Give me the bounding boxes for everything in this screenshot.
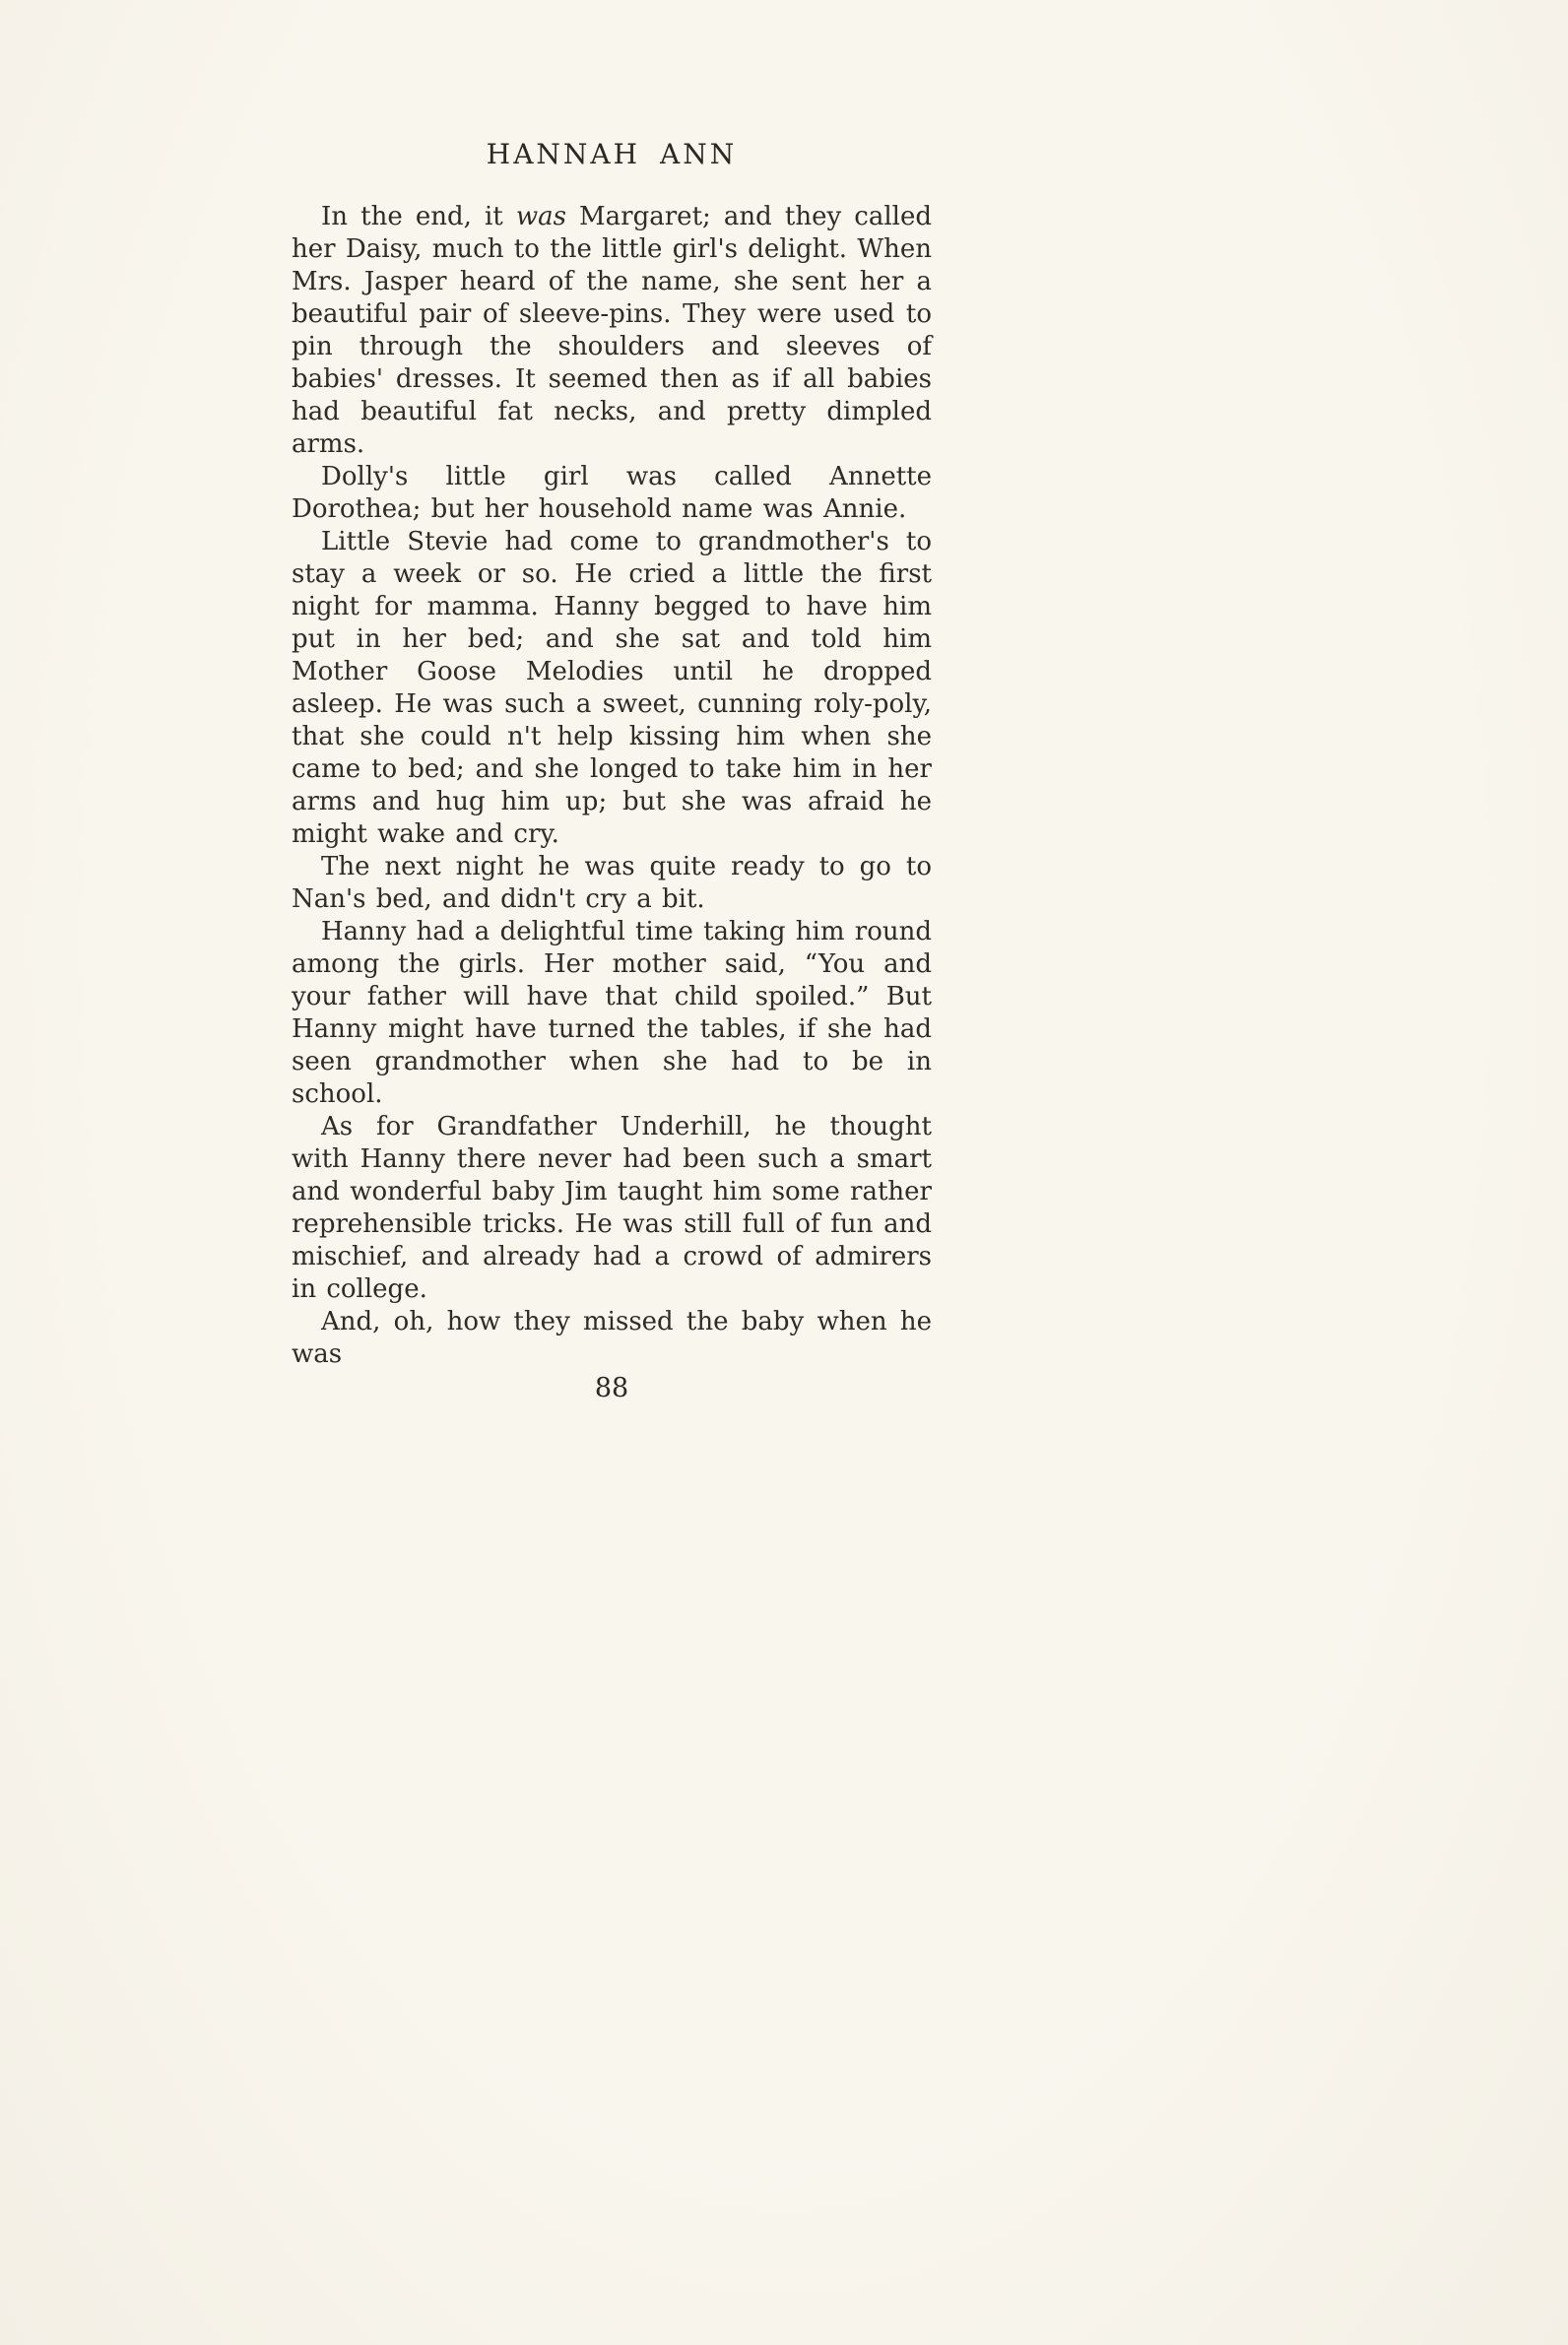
paragraph	[292, 201, 932, 461]
paragraph: The next night he was quite ready to go to Nan's bed, and didn't cry a bit.	[292, 852, 932, 914]
paragraph: Dolly's little girl was called Annette Dorothea; but her household name was Annie.	[292, 462, 932, 524]
paragraph: Hanny had a delightful time taking him round among the girls. Her mother said, “You and your father will have that child spoiled.” But Hanny might have turned the tables, if she had seen grandmother when she had to be in school.	[292, 917, 932, 1109]
paragraph: Little Stevie had come to grandmother's to stay a week or so. He cried a little the first night for mamma. Hanny begged to have him put in her bed; and she sat and told him Mother Goose Melodies until he dropped asleep. He was such a sweet, cunning roly-poly, that she could n't help kissing him when she came to bed; and she longed to take him in her arms and hug him up; but she was afraid he might wake and cry.	[292, 527, 932, 849]
paragraph-segment: Margaret; and they called her Daisy, much to the little girl's delight. When Mrs. Jasper heard of the name, she sent her a beautiful pair of sleeve-pins. They were used to pin through the shoulders and sleeves of babies' dresses. It seemed then as if all babies had beautiful fat necks, and pretty dimpled arms.	[292, 202, 932, 459]
paragraph: And, oh, how they missed the baby when he was	[292, 1307, 932, 1369]
paragraph-segment: In the end, it	[321, 202, 516, 231]
running-header: HANNAH ANN	[486, 138, 738, 170]
page-number: 88	[594, 1373, 629, 1403]
paragraph-segment-italic: was	[515, 202, 566, 231]
paragraph: As for Grandfather Underhill, he thought with Hanny there never had been such a smart and wonderful baby Jim taught him some rather reprehensible tricks. He was still full of fun and mischief, and already had a crowd of admirers in college.	[292, 1112, 932, 1304]
text-block	[292, 138, 932, 1404]
